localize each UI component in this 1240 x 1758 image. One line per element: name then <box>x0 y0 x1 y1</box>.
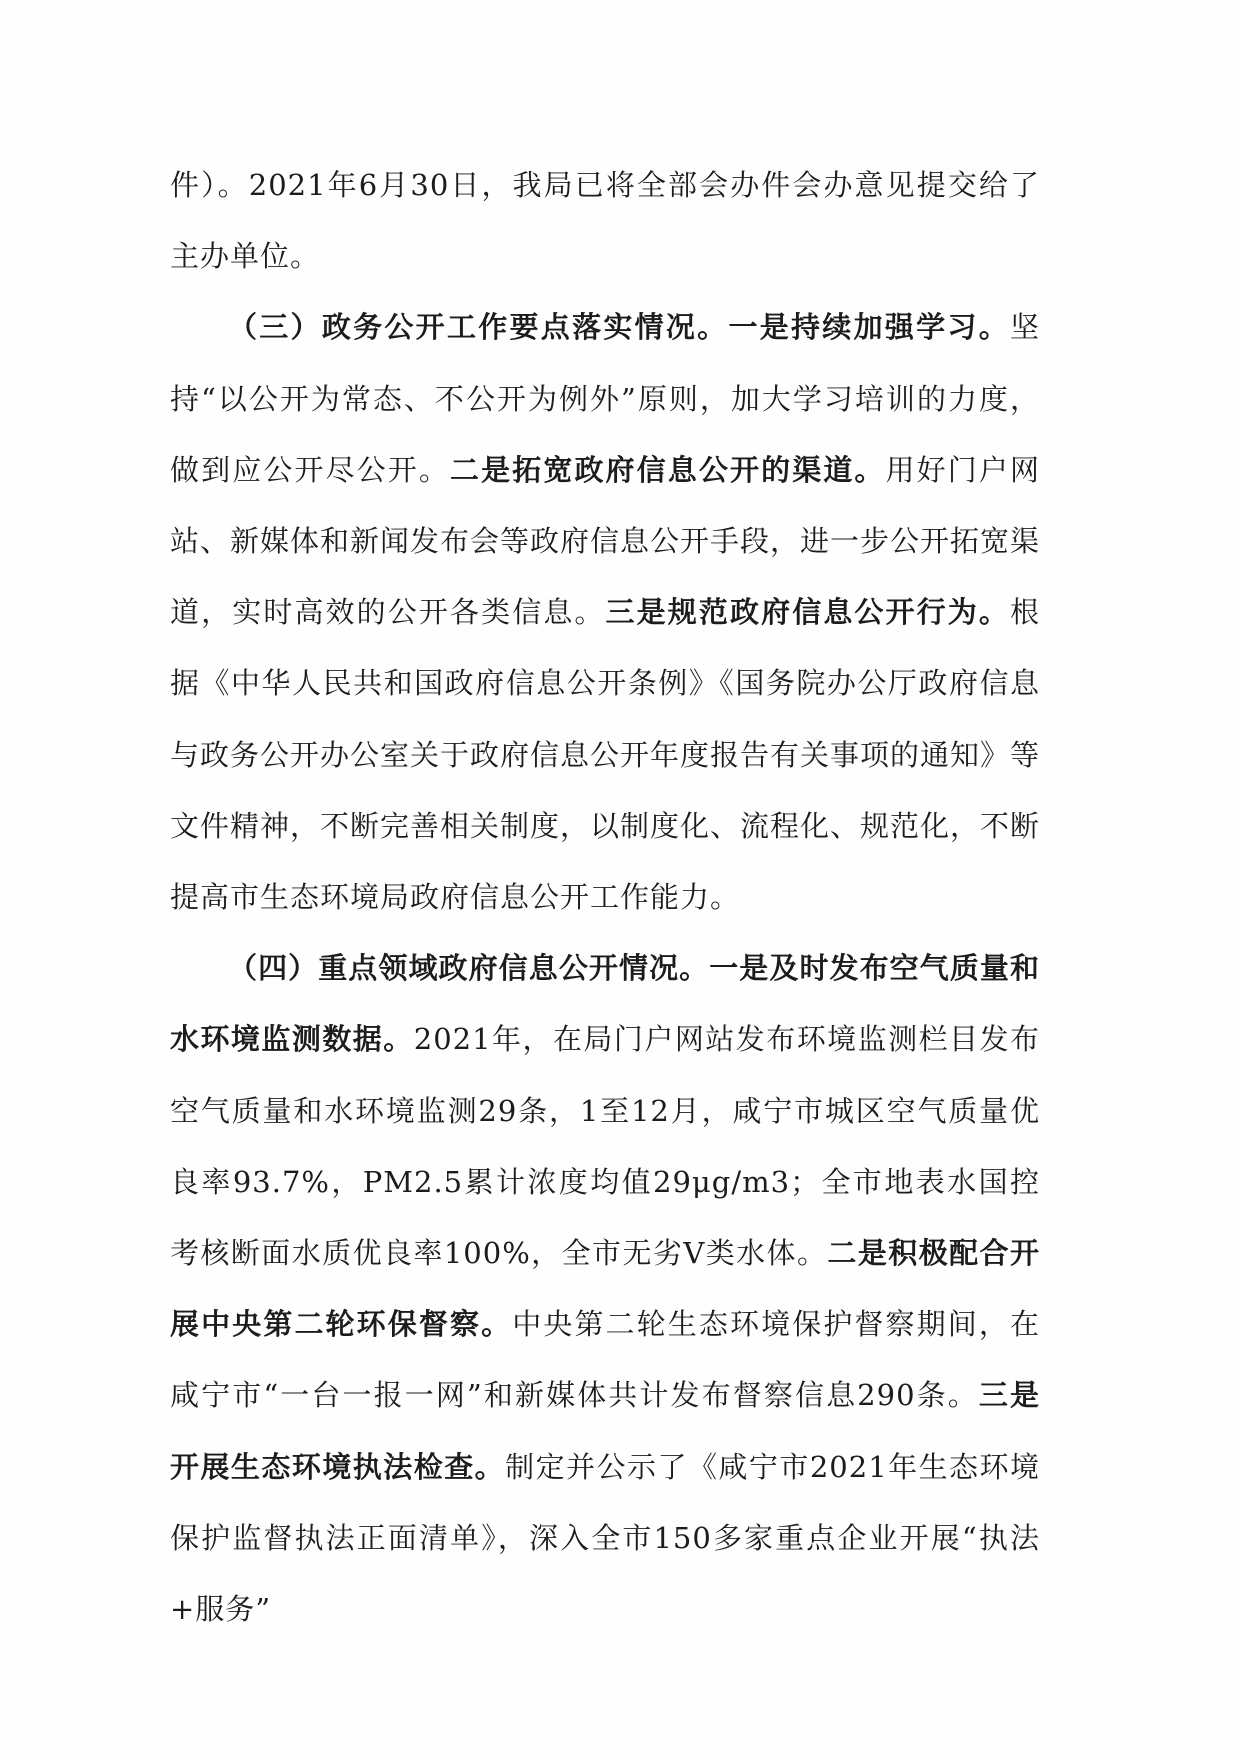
paragraph <box>170 292 1040 933</box>
body-text: 2021年，在局门户网站发布环境监测栏目发布空气质量和水环境监测29条，1至12月，咸宁市城区空气质量优良率93.7%，PM2.5累计浓度均值29μg/m3；全市地表水国控考核断面水质优良率100%，全市无劣Ⅴ类水体。 <box>170 1022 1040 1271</box>
body-text: 件）。2021年6月30日，我局已将全部会办件会办意见提交给了主办单位。 <box>170 168 1040 274</box>
paragraph <box>170 933 1040 1645</box>
paragraph <box>170 150 1040 292</box>
body-text: 根据《中华人民共和国政府信息公开条例》《国务院办公厅政府信息与政务公开办公室关于政府信息公开年度报告有关事项的通知》等文件精神，不断完善相关制度，以制度化、流程化、规范化，不断提高市生态环境局政府信息公开工作能力。 <box>170 595 1041 915</box>
bold-heading-text: 三是开展生态环境执法检查。 <box>170 1378 1040 1484</box>
bold-heading-text: （三）政务公开工作要点落实情况。一是持续加强学习。 <box>228 310 1010 345</box>
bold-heading-text: （四）重点领域政府信息公开情况。一是及时发布空气质量和水环境监测数据。 <box>170 951 1040 1057</box>
body-text: 制定并公示了《咸宁市2021年生态环境保护监督执法正面清单》，深入全市150多家重点企业开展“执法+服务” <box>170 1449 1040 1627</box>
body-text: 中央第二轮生态环境保护督察期间，在咸宁市“一台一报一网”和新媒体共计发布督察信息290条。 <box>170 1307 1040 1413</box>
body-text: 坚持“以公开为常态、不公开为例外”原则，加大学习培训的力度，做到应公开尽公开。 <box>170 310 1040 487</box>
document-body <box>170 150 1040 1645</box>
bold-heading-text: 二是积极配合开展中央第二轮环保督察。 <box>170 1236 1040 1342</box>
body-text: 用好门户网站、新媒体和新闻发布会等政府信息公开手段，进一步公开拓宽渠道，实时高效的公开各类信息。 <box>170 452 1041 630</box>
bold-heading-text: 三是规范政府信息公开行为。 <box>605 595 1010 630</box>
bold-heading-text: 二是拓宽政府信息公开的渠道。 <box>450 452 886 487</box>
